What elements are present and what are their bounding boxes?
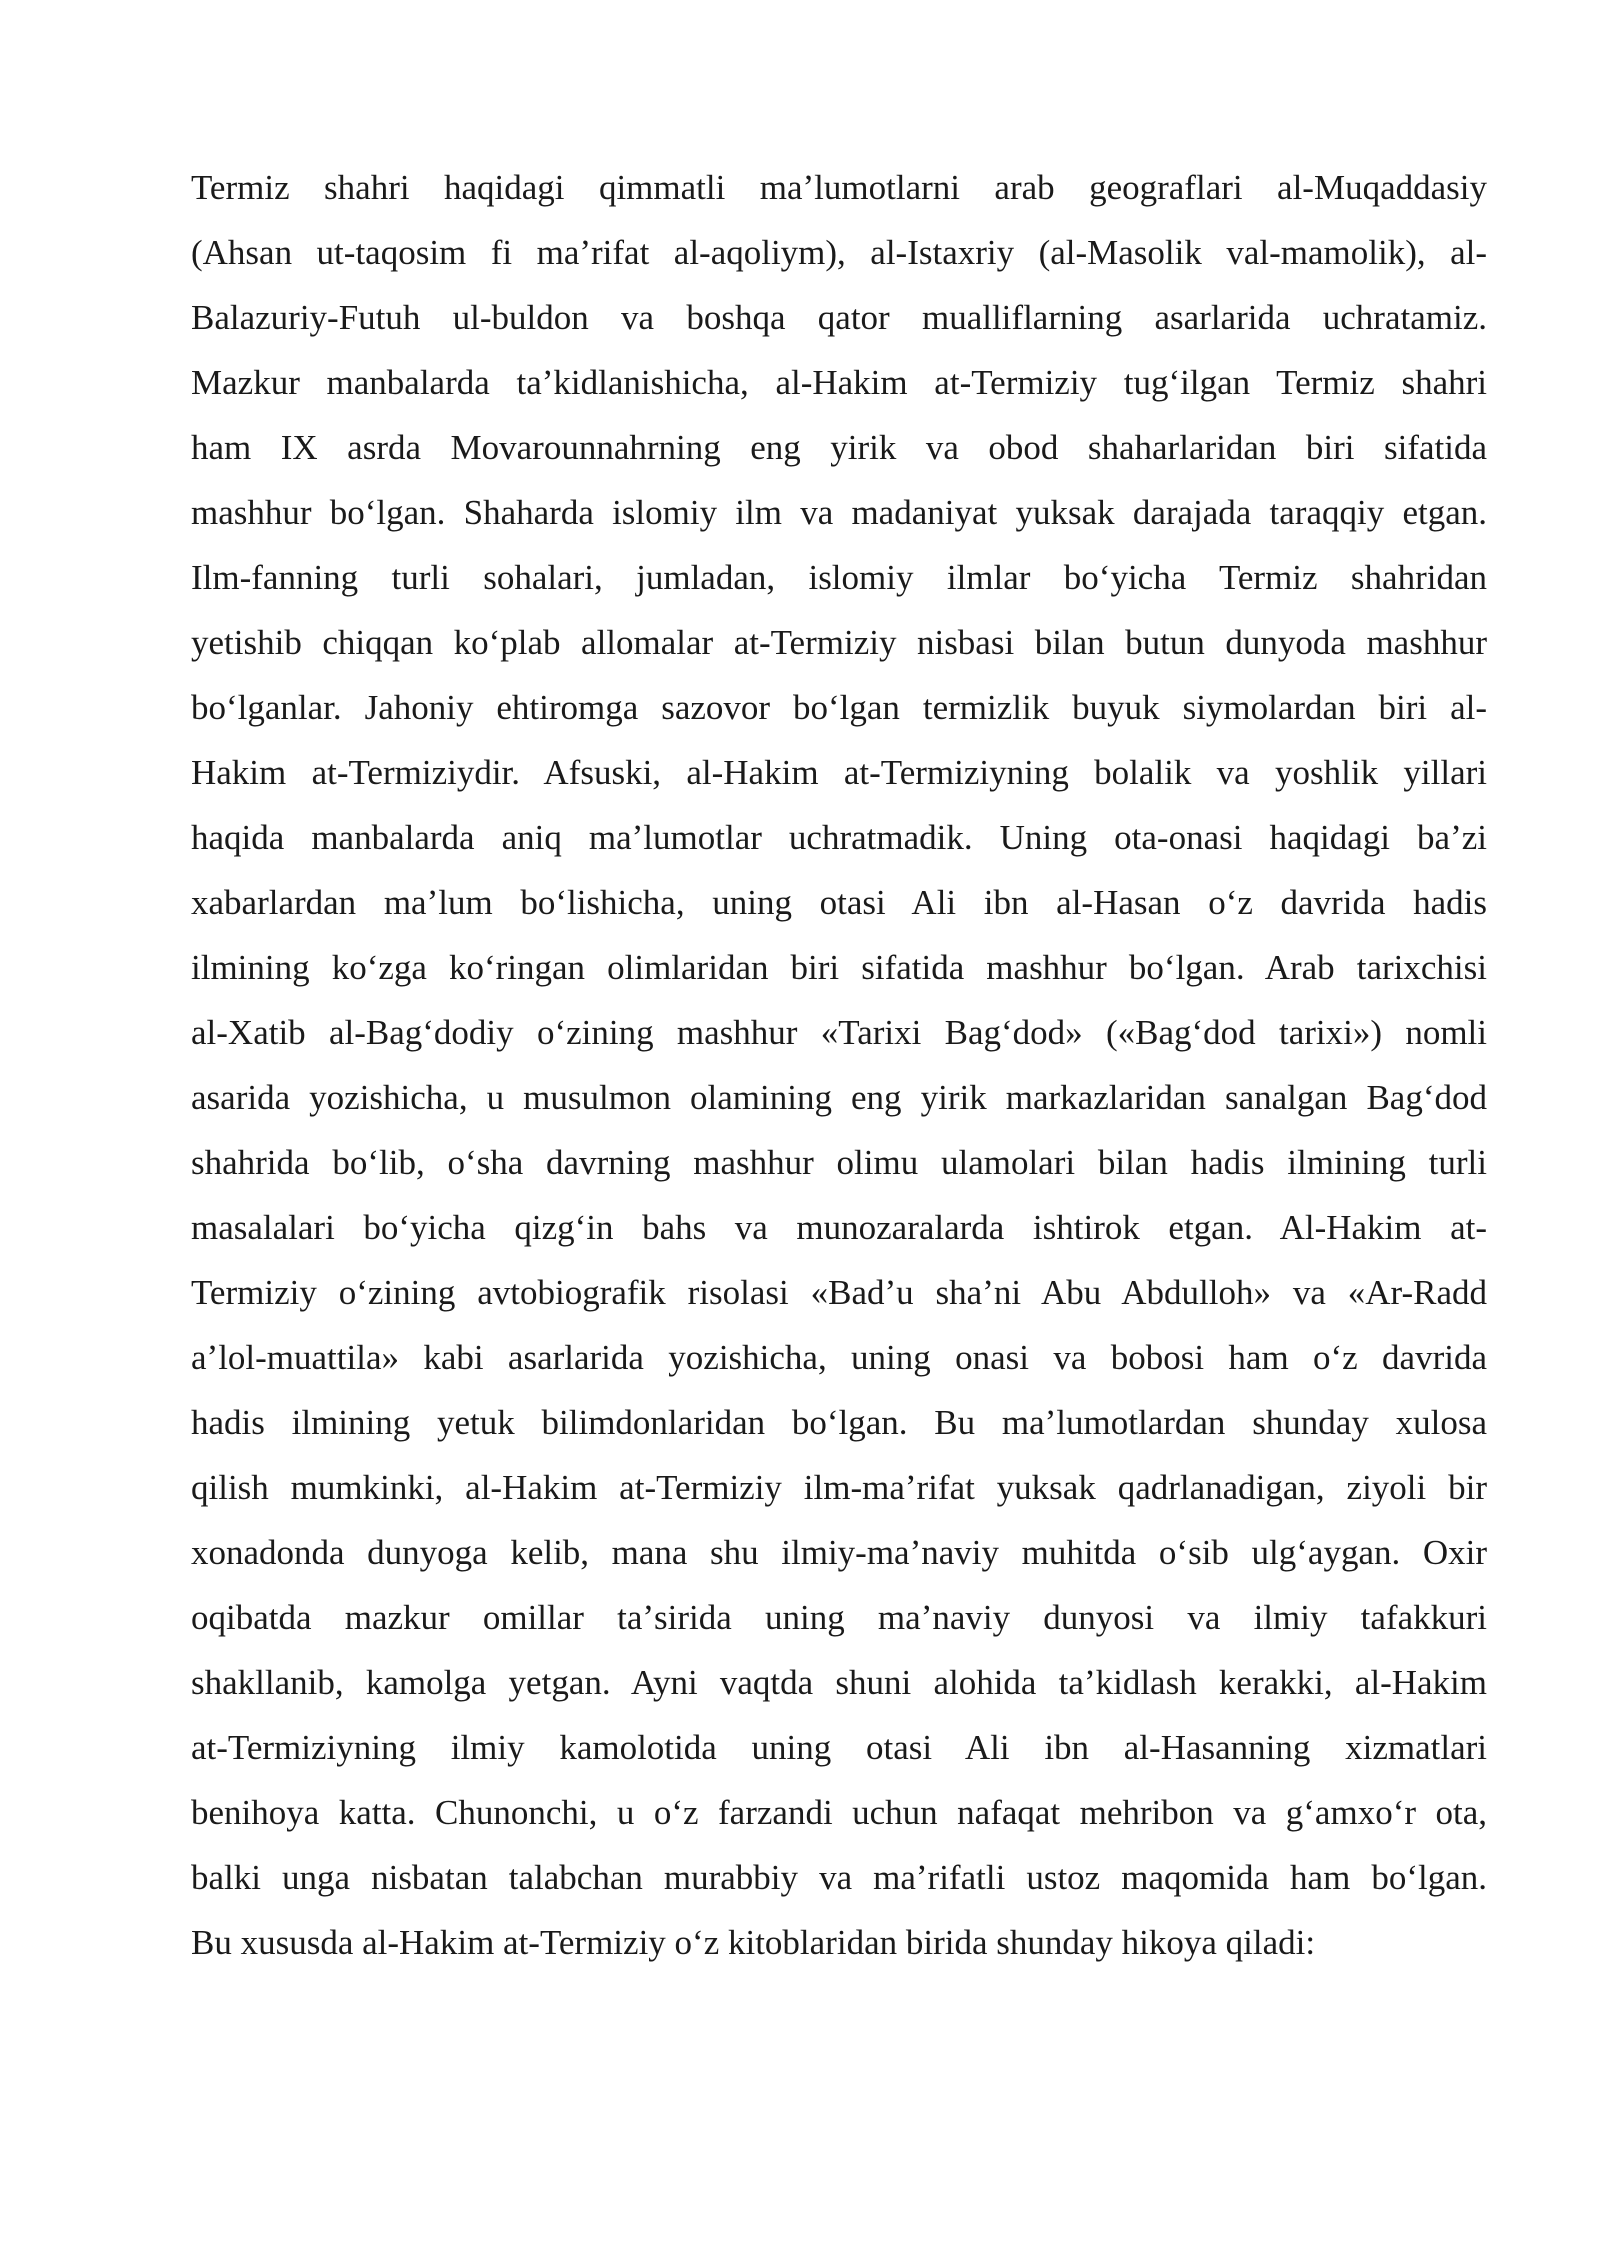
text-line: asarida yozishicha, u musulmon olamining eng yirik markazlaridan sanalgan Bagʻdod <box>191 1078 1487 1117</box>
text-line: masalalari boʻyicha qizgʻin bahs va munozaralarda ishtirok etgan. Al-Hakim at- <box>191 1208 1487 1247</box>
body-paragraph <box>191 155 1487 1975</box>
text-line: haqida manbalarda aniq maʼlumotlar uchratmadik. Uning ota-onasi haqidagi baʼzi <box>191 818 1487 857</box>
text-line: yetishib chiqqan koʻplab allomalar at-Termiziy nisbasi bilan butun dunyoda mashhur <box>191 623 1487 662</box>
text-line: Termiz shahri haqidagi qimmatli maʼlumotlarni arab geograflari al-Muqaddasiy <box>191 168 1487 207</box>
text-line: qilish mumkinki, al-Hakim at-Termiziy ilm-maʼrifat yuksak qadrlanadigan, ziyoli bir <box>191 1468 1487 1507</box>
text-line: (Ahsan ut-taqosim fi maʼrifat al-aqoliym), al-Istaxriy (al-Masolik val-mamolik), al- <box>191 233 1487 272</box>
text-line: xonadonda dunyoga kelib, mana shu ilmiy-maʼnaviy muhitda oʻsib ulgʻaygan. Oxir <box>191 1533 1487 1572</box>
text-line: Mazkur manbalarda taʼkidlanishicha, al-Hakim at-Termiziy tugʻilgan Termiz shahri <box>191 363 1487 402</box>
text-line: xabarlardan maʼlum boʻlishicha, uning otasi Ali ibn al-Hasan oʻz davrida hadis <box>191 883 1487 922</box>
text-line: ham IX asrda Movarounnahrning eng yirik va obod shaharlaridan biri sifatida <box>191 428 1487 467</box>
text-line: al-Xatib al-Bagʻdodiy oʻzining mashhur «Tarixi Bagʻdod» («Bagʻdod tarixi») nomli <box>191 1013 1487 1052</box>
text-line: Balazuriy-Futuh ul-buldon va boshqa qator mualliflarning asarlarida uchratamiz. <box>191 298 1487 337</box>
text-line: ilmining koʻzga koʻringan olimlaridan biri sifatida mashhur boʻlgan. Arab tarixchisi <box>191 948 1487 987</box>
text-line: shahrida boʻlib, oʻsha davrning mashhur olimu ulamolari bilan hadis ilmining turli <box>191 1143 1487 1182</box>
text-line: Ilm-fanning turli sohalari, jumladan, islomiy ilmlar boʻyicha Termiz shahridan <box>191 558 1487 597</box>
text-line: at-Termiziyning ilmiy kamolotida uning otasi Ali ibn al-Hasanning xizmatlari <box>191 1728 1487 1767</box>
text-line: hadis ilmining yetuk bilimdonlaridan boʻlgan. Bu maʼlumotlardan shunday xulosa <box>191 1403 1487 1442</box>
text-line: Bu xususda al-Hakim at-Termiziy oʻz kitoblaridan birida shunday hikoya qiladi: <box>191 1923 1316 1962</box>
text-line: Termiziy oʻzining avtobiografik risolasi «Badʼu shaʼni Abu Abdulloh» va «Ar-Radd <box>191 1273 1487 1312</box>
text-line: boʻlganlar. Jahoniy ehtiromga sazovor boʻlgan termizlik buyuk siymolardan biri al- <box>191 688 1487 727</box>
text-line: aʼlol-muattila» kabi asarlarida yozishicha, uning onasi va bobosi ham oʻz davrida <box>191 1338 1487 1377</box>
text-line: benihoya katta. Chunonchi, u oʻz farzandi uchun nafaqat mehribon va gʻamxoʻr ota, <box>191 1793 1487 1832</box>
text-line: shakllanib, kamolga yetgan. Ayni vaqtda shuni alohida taʼkidlash kerakki, al-Hakim <box>191 1663 1487 1702</box>
text-line: Hakim at-Termiziydir. Afsuski, al-Hakim at-Termiziyning bolalik va yoshlik yillari <box>191 753 1487 792</box>
text-line: oqibatda mazkur omillar taʼsirida uning maʼnaviy dunyosi va ilmiy tafakkuri <box>191 1598 1487 1637</box>
text-line: balki unga nisbatan talabchan murabbiy va maʼrifatli ustoz maqomida ham boʻlgan. <box>191 1858 1487 1897</box>
text-line: mashhur boʻlgan. Shaharda islomiy ilm va madaniyat yuksak darajada taraqqiy etgan. <box>191 493 1487 532</box>
